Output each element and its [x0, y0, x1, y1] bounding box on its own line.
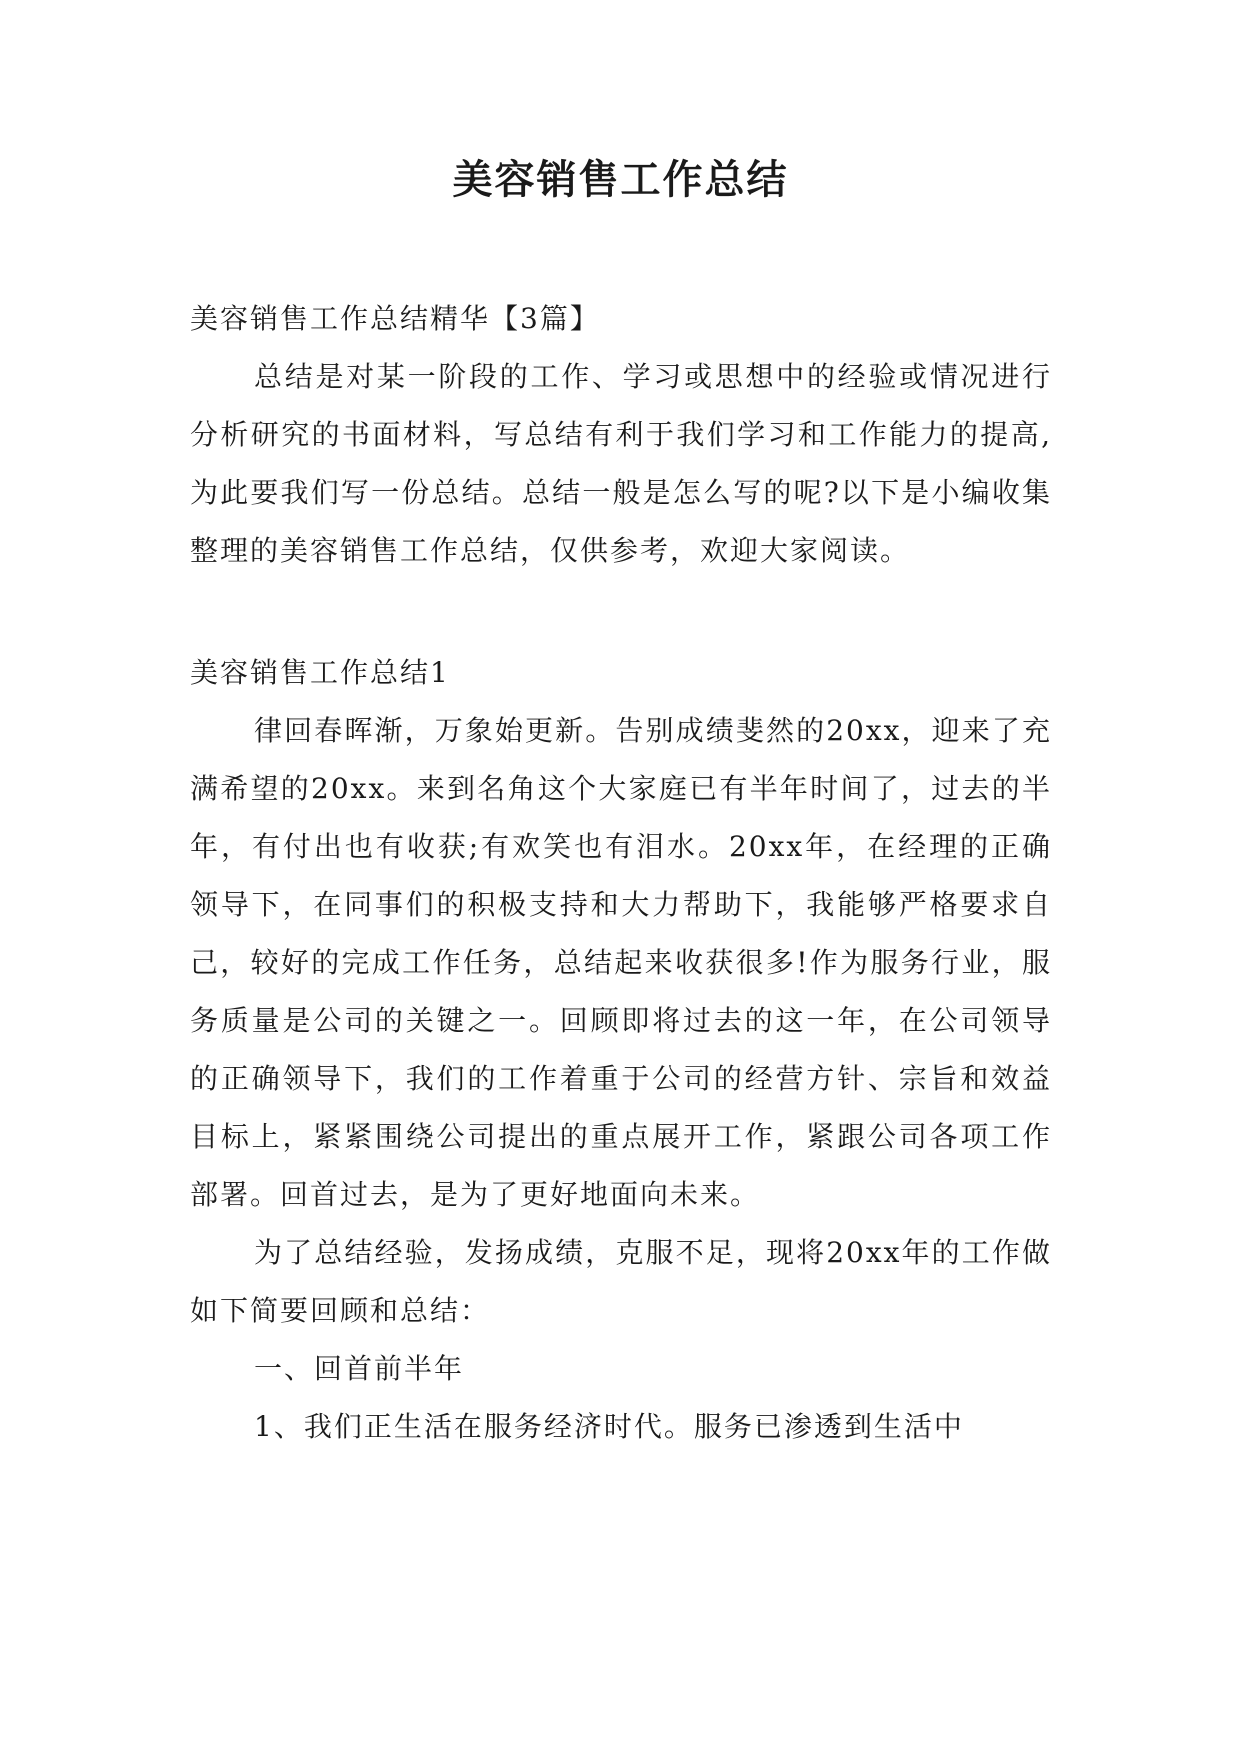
document-subtitle: 美容销售工作总结精华【3篇】	[190, 302, 600, 335]
subsection-heading: 一、回首前半年	[254, 1352, 465, 1385]
section-spacer	[190, 580, 1052, 644]
document-title: 美容销售工作总结	[452, 157, 789, 203]
body-paragraph: 为了总结经验，发扬成绩，克服不足，现将20xx年的工作做如下简要回顾和总结：	[190, 1236, 1052, 1327]
document-body	[190, 290, 1052, 1456]
intro-paragraph: 总结是对某一阶段的工作、学习或思想中的经验或情况进行分析研究的书面材料，写总结有利于我们学习和工作能力的提高,为此要我们写一份总结。总结一般是怎么写的呢?以下是小编收集整理的美容销售工作总结，仅供参考，欢迎大家阅读。	[190, 360, 1052, 567]
body-paragraph: 律回春晖渐，万象始更新。告别成绩斐然的20xx，迎来了充满希望的20xx。来到名角这个大家庭已有半年时间了，过去的半年，有付出也有收获;有欢笑也有泪水。20xx年，在经理的正确领导下，在同事们的积极支持和大力帮助下，我能够严格要求自己，较好的完成工作任务，总结起来收获很多!作为服务行业，服务质量是公司的关键之一。回顾即将过去的这一年，在公司领导的正确领导下，我们的工作着重于公司的经营方针、宗旨和效益目标上，紧紧围绕公司提出的重点展开工作，紧跟公司各项工作部署。回首过去，是为了更好地面向未来。	[190, 714, 1052, 1211]
list-item: 1、我们正生活在服务经济时代。服务已渗透到生活中	[254, 1410, 964, 1443]
section-heading: 美容销售工作总结1	[190, 656, 450, 689]
